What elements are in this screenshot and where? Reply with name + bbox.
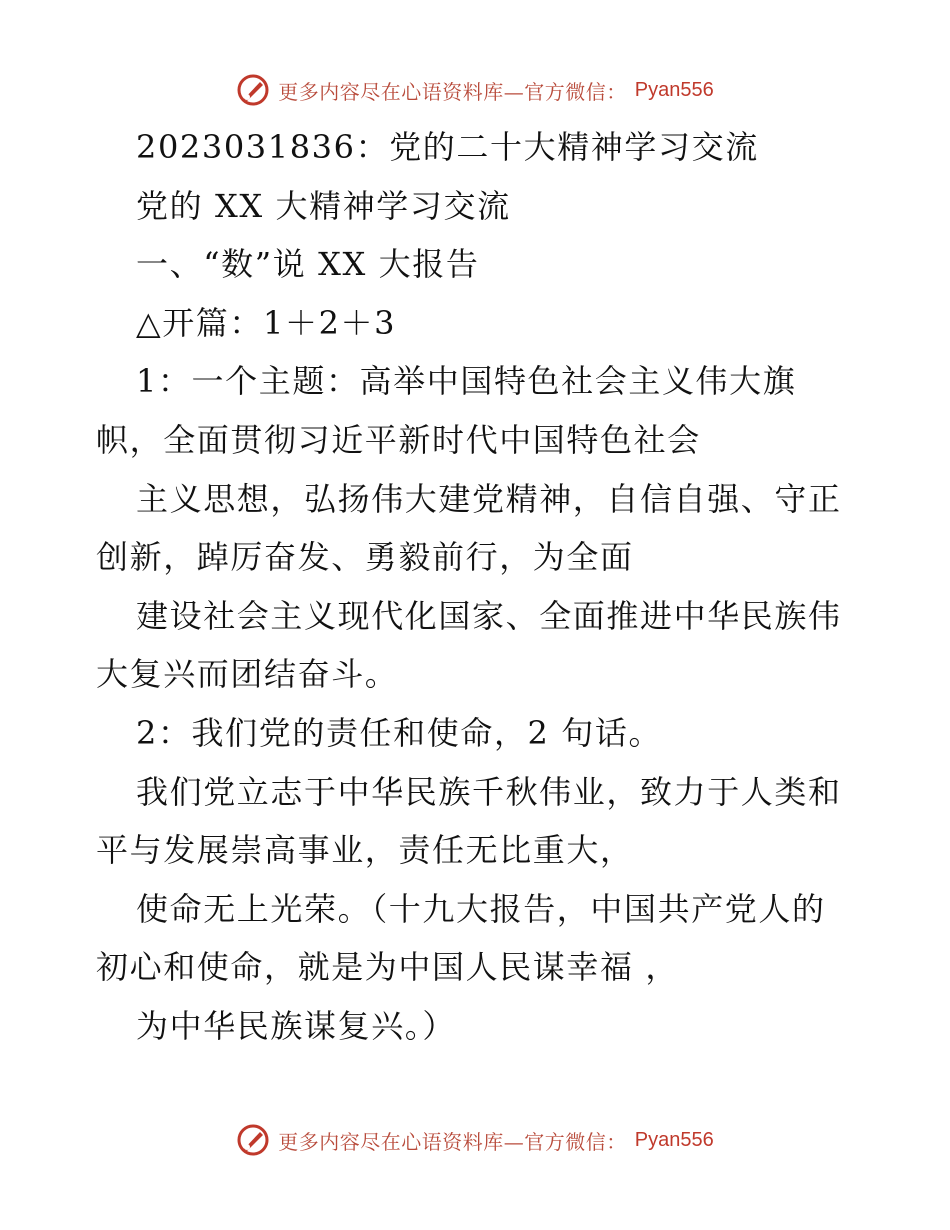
paragraph-line: 帜，全面贯彻习近平新时代中国特色社会 — [96, 420, 701, 459]
brush-logo-icon — [236, 1123, 270, 1157]
paragraph-line: 创新，踔厉奋发、勇毅前行，为全面 — [96, 538, 634, 577]
paragraph-line: 我们党立志于中华民族千秋伟业，致力于人类和 — [136, 772, 842, 811]
subsection-heading: △开篇：1＋2＋3 — [136, 303, 397, 342]
footer-watermark — [0, 1120, 950, 1160]
watermark-text: 更多内容尽在心语资料库—官方微信： — [278, 79, 627, 104]
brush-logo-icon — [236, 73, 270, 107]
paragraph-line: 为中华民族谋复兴。） — [136, 1006, 457, 1045]
paragraph-line: 2：我们党的责任和使命，2 句话。 — [136, 713, 663, 752]
paragraph-line: 建设社会主义现代化国家、全面推进中华民族伟 — [136, 596, 842, 635]
paragraph-line: 大复兴而团结奋斗。 — [96, 655, 399, 694]
doc-title-line: 2023031836：党的二十大精神学习交流 — [136, 128, 759, 166]
paragraph-line: 初心和使命，就是为中国人民谋幸福 ， — [96, 948, 679, 987]
watermark-wechat-id: Pyan556 — [634, 1128, 714, 1151]
document-body — [96, 118, 856, 1056]
paragraph-line: 主义思想，弘扬伟大建党精神，自信自强、守正 — [136, 479, 842, 518]
watermark-text: 更多内容尽在心语资料库—官方微信： — [278, 1129, 627, 1154]
paragraph-line: 使命无上光荣。（十九大报告，中国共产党人的 — [136, 889, 826, 928]
paragraph-line: 平与发展崇高事业，责任无比重大， — [96, 831, 634, 870]
header-watermark — [0, 70, 950, 110]
doc-subtitle-line: 党的 XX 大精神学习交流 — [136, 186, 511, 225]
paragraph-line: 1：一个主题：高举中国特色社会主义伟大旗 — [136, 362, 797, 401]
watermark-wechat-id: Pyan556 — [634, 78, 714, 101]
section-heading: 一、“数”说 XX 大报告 — [136, 245, 480, 284]
